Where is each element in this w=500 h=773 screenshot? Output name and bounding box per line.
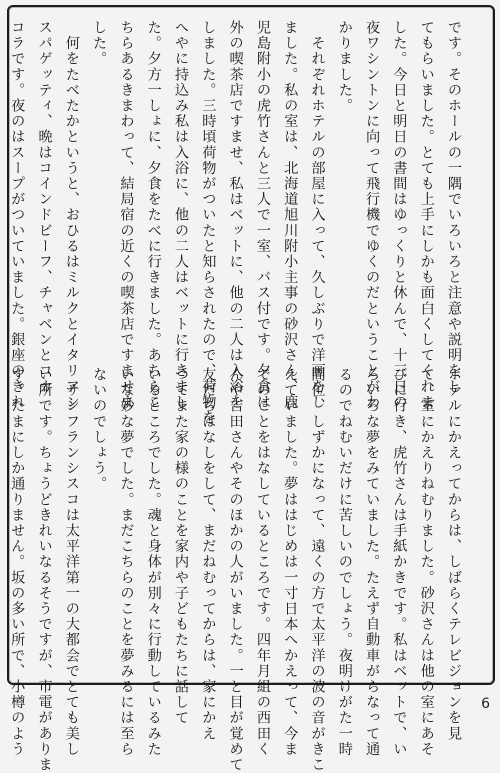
vertical-text-block-bottom: ホテルにかえってからは、しばらくテレビジョンを見 て、室にかえりねむりました。砂沢さんは他の室にあそ びに行き、虎竹さんは手紙かきです。私はベットで、い ろいろな夢をみていました。たえず自動車がらなって通 るのでねむいだけに苦しいのでしょう。夜明けがた一時 間位、しずかになって、遠くの方で太平洋の波の音がきこ えていました。夢ははじめは一寸日本へかえって、今ま でのことをはなしているところです。四年月組の西田く んや吉田さんやそのほかの人がいました。一と目が覚めて 友だちはなしをして、まだねむってからは、家にかえ つてまた家の様のことを家内や子どもたちに話して いるところでした。魂と身体が別々に行動しているみた いな妙な夢でした。まだこちらのことを夢みるには至ら ないのでしょう。 サンフランシスコは太平洋第一の大都会でとても美し い所です。ちょうどきれいなるそうですが、市電がありま す。たまにしか通りません。坂の多い所で、小樽のよう bbox=[9, 367, 462, 773]
vertical-text-block-top: です。そのホールの一隅でいろいろと注意や説明をし てもらいました。とても上手にしかも面白くしてくれま した。今日と明日の書間はゆっくりと休んで、十三日の 夜ワシントンに向って飛行機でゆくのだということがわ かりました。 それぞれホテルの部屋に入って、久しぶりで洋画をし ました。私の室は、北海道旭川附小主事の砂沢さん、鹿 児島附小の虎竹さんと三人で一室、バス付です。夕食は 外の喫茶店ですませ、私はベットに、他の二人は入浴を しました。三時頃荷物がついたと知らされたので、荷物を へやに持込み私は入浴に、他の二人はベットに行きまし た。夕方一しょに、夕食をたべに行きました。あちらこ ちらあるきまわって、結局宿の近くの喫茶店ですませま した。 何をたべたかというと、おひるはミルクとイタリアン スパゲッティ、晩はコインドビーフ、チャベンとコカ コラです。夜のはスープがついていました。銀座のきれ bbox=[9, 20, 462, 426]
page-number: 6 bbox=[481, 696, 490, 712]
